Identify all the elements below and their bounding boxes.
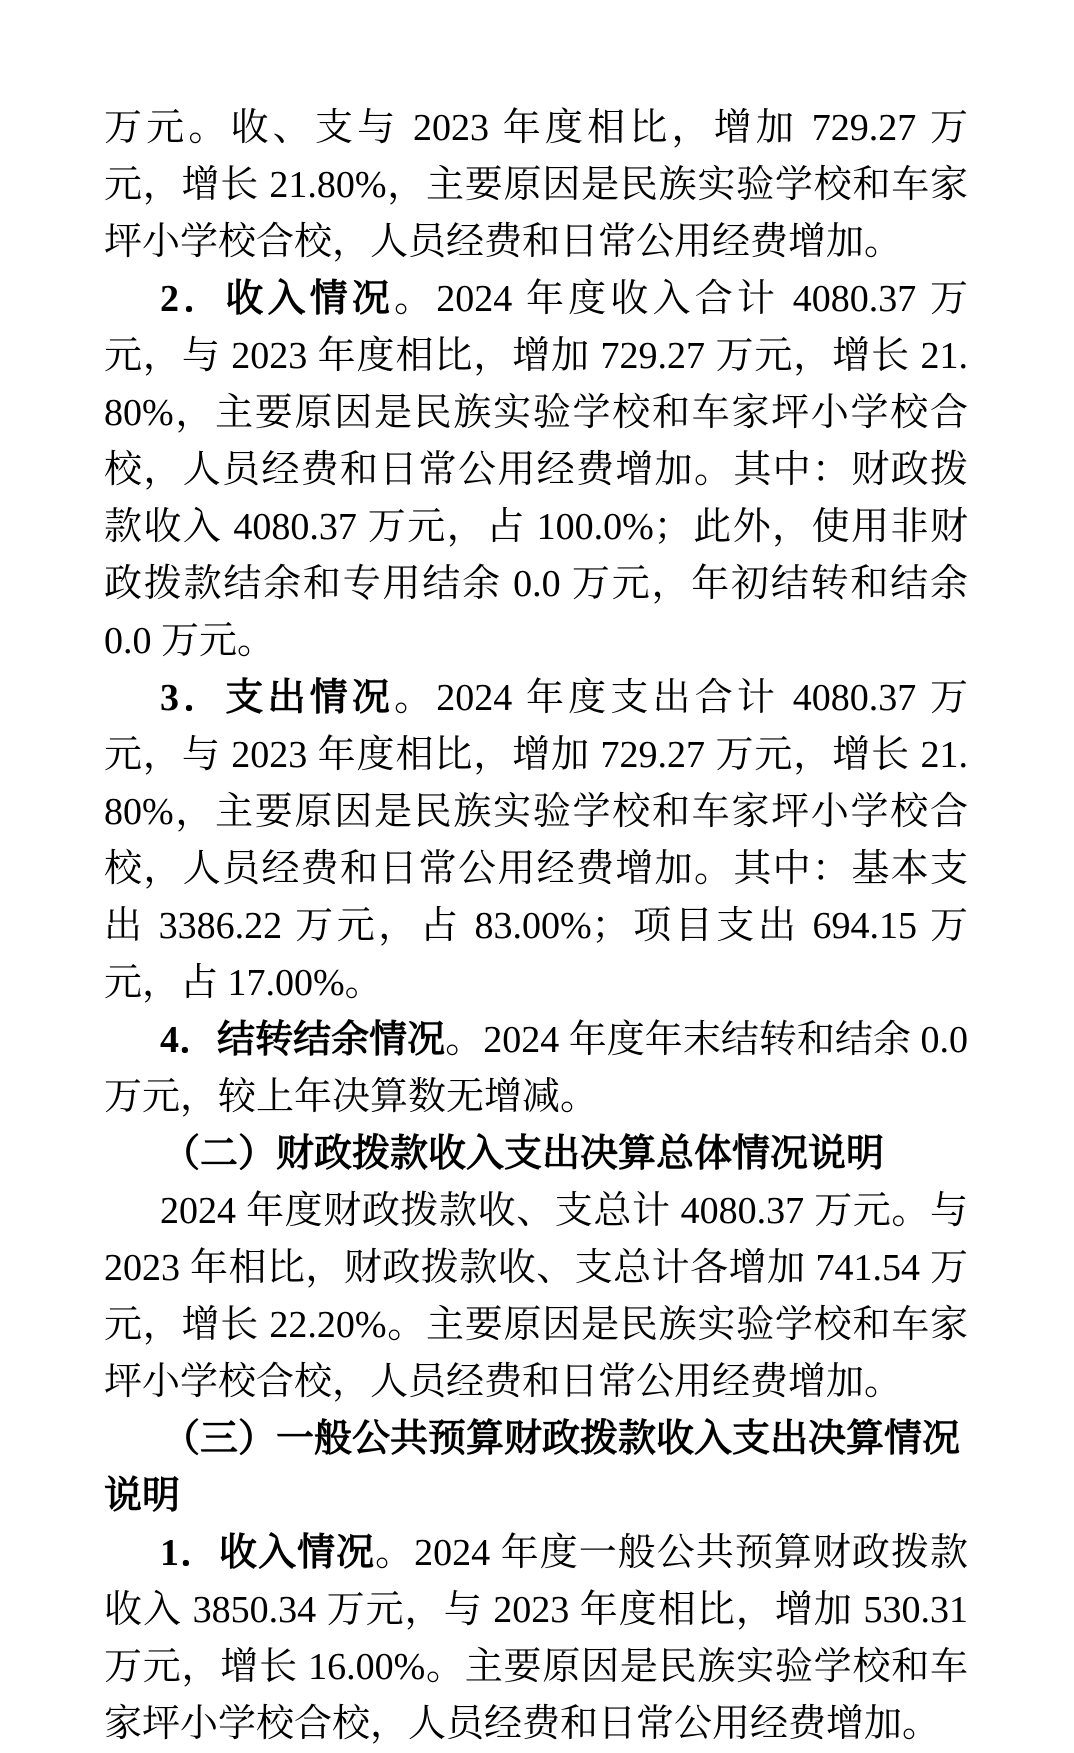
paragraph-overview-continuation — [104, 100, 968, 271]
paragraph-general-budget-income — [104, 1525, 968, 1753]
paragraph-text: 。2024 年度一般公共预算财政拨款收入 3850.34 万元，与 2023 年度相比，增加 530.31 万元，增长 16.00%。主要原因是民族实验学校和车家坪小学校合校，人员经费和日常公用经费增加。 — [104, 1532, 968, 1745]
paragraph-number-label: 2．收入情况 — [160, 278, 395, 320]
paragraph-text: 2024 年度财政拨款收、支总计 4080.37 万元。与 2023 年相比，财政拨款收、支总计各增加 741.54 万元，增长 22.20%。主要原因是民族实验学校和车家坪小学校合校，人员经费和日常公用经费增加。 — [104, 1190, 968, 1403]
heading-text: （三）一般公共预算财政拨款收入支出决算情况说明 — [104, 1418, 961, 1517]
section-heading-general-public-budget — [104, 1411, 968, 1525]
heading-text: （二）财政拨款收入支出决算总体情况说明 — [162, 1133, 885, 1175]
paragraph-text: 。2024 年度年末结转和结余 0.0 万元，较上年决算数无增减。 — [104, 1019, 968, 1118]
paragraph-carryover-balance — [104, 1012, 968, 1126]
paragraph-number-label: 1．收入情况 — [160, 1532, 376, 1574]
paragraph-text: 万元。收、支与 2023 年度相比，增加 729.27 万元，增长 21.80%，主要原因是民族实验学校和车家坪小学校合校，人员经费和日常公用经费增加。 — [104, 107, 968, 263]
paragraph-text: 。2024 年度支出合计 4080.37 万元，与 2023 年度相比，增加 729.27 万元，增长 21.80%，主要原因是民族实验学校和车家坪小学校合校，人员经费和日常公用经费增加。其中：基本支出 3386.22 万元，占 83.00%；项目支出 694.15 万元，占 17.00%。 — [104, 677, 968, 1004]
section-heading-fiscal-appropriation-overview — [104, 1126, 968, 1183]
paragraph-income-situation — [104, 271, 968, 670]
paragraph-expenditure-situation — [104, 670, 968, 1012]
paragraph-fiscal-appropriation-total — [104, 1183, 968, 1411]
paragraph-number-label: 3．支出情况 — [160, 677, 395, 719]
paragraph-number-label: 4．结转结余情况 — [160, 1019, 446, 1061]
paragraph-text: 。2024 年度收入合计 4080.37 万元，与 2023 年度相比，增加 729.27 万元，增长 21.80%，主要原因是民族实验学校和车家坪小学校合校，人员经费和日常公用经费增加。其中：财政拨款收入 4080.37 万元，占 100.0%；此外，使用非财政拨款结余和专用结余 0.0 万元，年初结转和结余 0.0 万元。 — [104, 278, 968, 662]
